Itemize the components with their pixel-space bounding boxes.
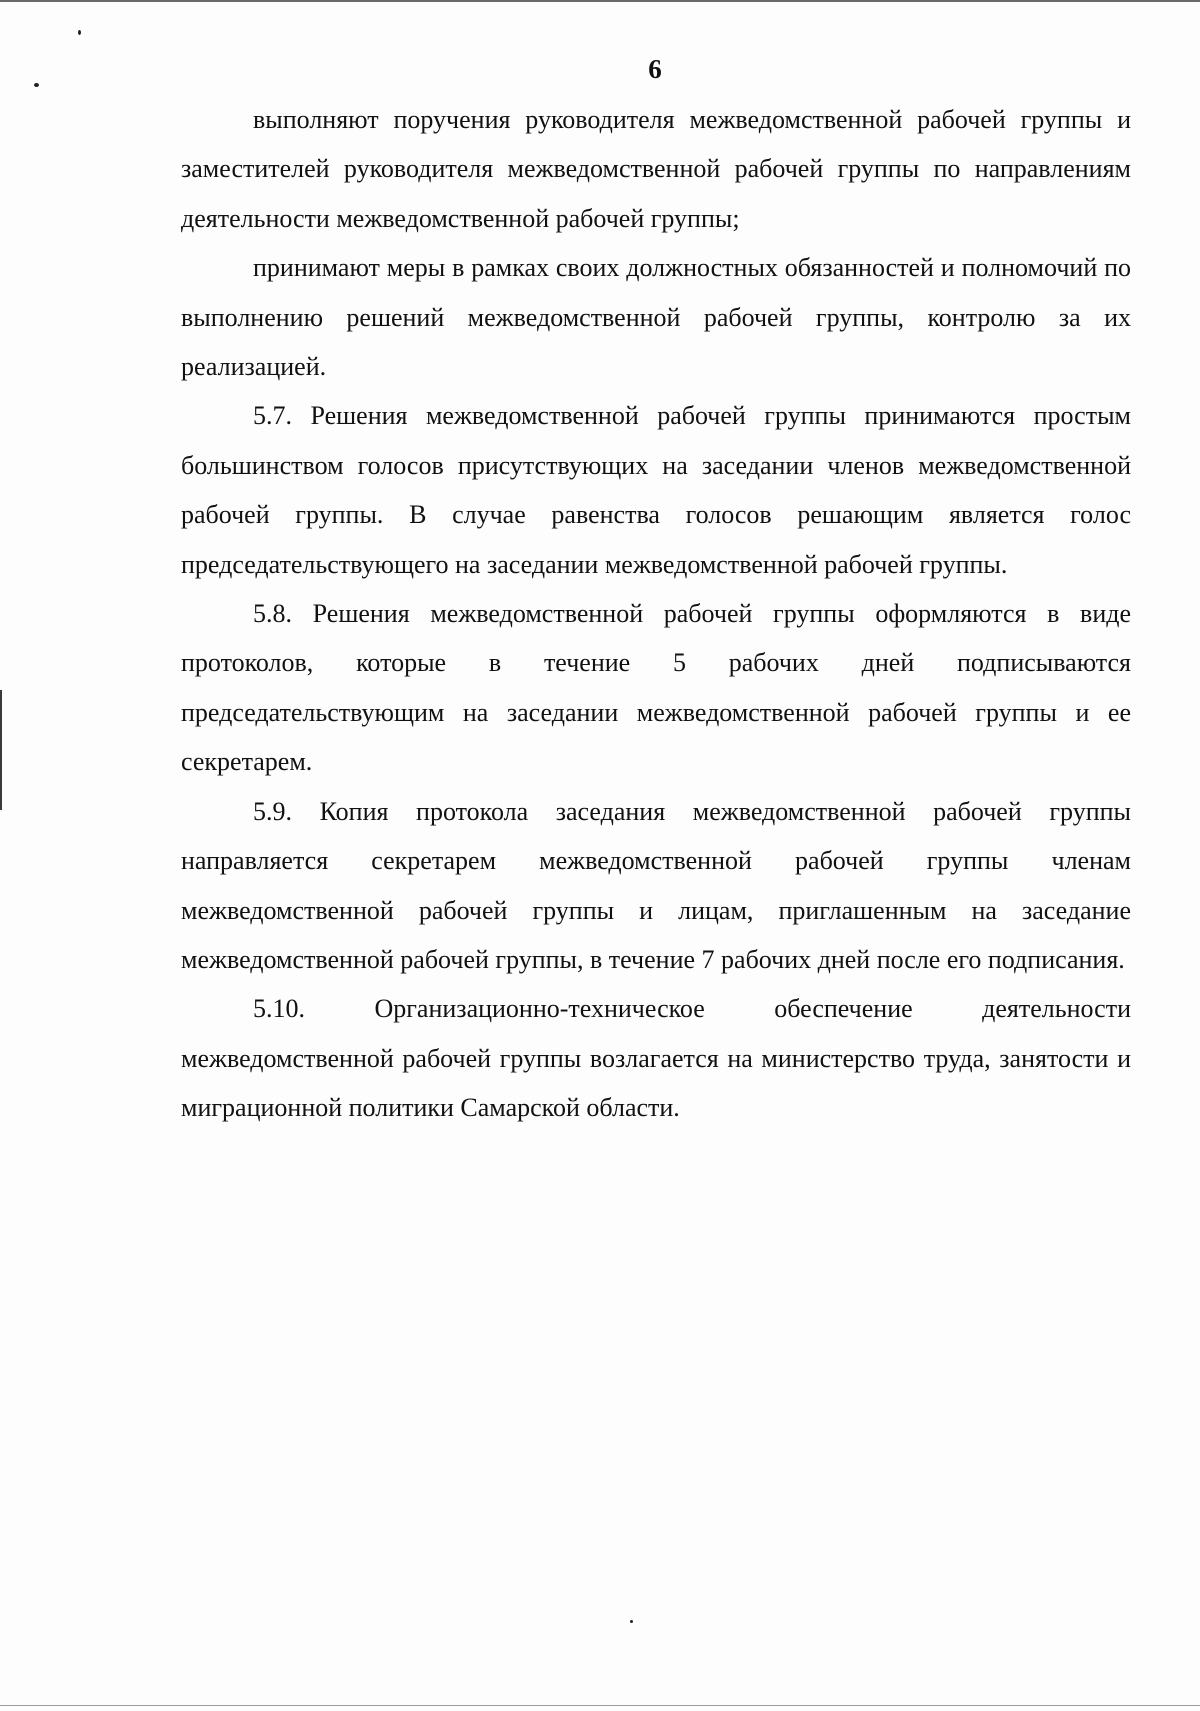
scan-speck <box>630 1620 633 1623</box>
scan-edge-bottom <box>0 1705 1200 1706</box>
paragraph-5-8: 5.8. Решения межведомственной рабочей группы оформляются в виде протоколов, которые в течение 5 рабочих дней подписываются председательствующим на заседании межведомственной рабочей группы и ее секретарем. <box>181 599 1131 777</box>
scan-speck <box>78 30 81 35</box>
scan-edge-left <box>0 690 2 810</box>
paragraph-duties-orders: выполняют поручения руководителя межведомственной рабочей группы и заместителей руководителя межведомственной рабочей группы по направлениям деятельности межведомственной рабочей группы; <box>181 105 1131 233</box>
paragraph-5-10: 5.10. Организационно-техническое обеспечение деятельности межведомственной рабочей группы возлагается на министерство труда, занятости и миграционной политики Самарской области. <box>181 994 1131 1123</box>
paragraph-5-7: 5.7. Решения межведомственной рабочей группы принимаются простым большинством голосов присутствующих на заседании членов межведомственной рабочей группы. В случае равенства голосов решающим является голос председательствующего на заседании межведомственной рабочей группы. <box>181 401 1131 579</box>
scan-edge-top <box>0 0 1200 2</box>
document-body <box>181 95 1131 1133</box>
paragraph-5-9: 5.9. Копия протокола заседания межведомственной рабочей группы направляется секретарем межведомственной рабочей группы членам межведомственной рабочей группы и лицам, приглашенным на заседание межведомственной рабочей группы, в течение 7 рабочих дней после его подписания. <box>181 796 1131 974</box>
page-number: 6 <box>648 54 662 84</box>
paragraph-duties-measures: принимают меры в рамках своих должностных обязанностей и полномочий по выполнению решений межведомственной рабочей группы, контролю за их реализацией. <box>181 253 1131 382</box>
